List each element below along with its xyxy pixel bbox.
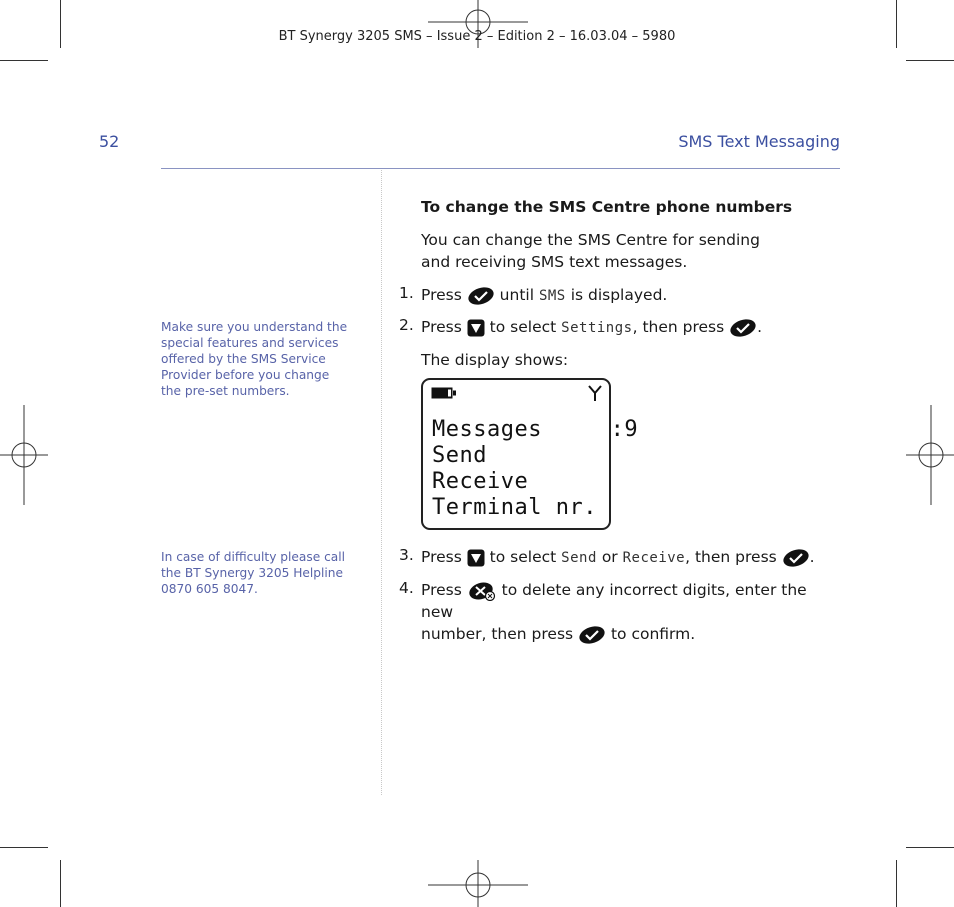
- step-number: 3.: [399, 546, 414, 564]
- step-text: is displayed.: [570, 286, 668, 304]
- punctuation: .: [809, 548, 815, 566]
- step-text: or: [601, 548, 618, 566]
- header-rule: [161, 168, 840, 169]
- step-2: [421, 316, 841, 339]
- delete-key-icon: [467, 581, 497, 601]
- side-note-helpline: In case of difficulty please call the BT Synergy 3205 Helpline 0870 605 8047.: [161, 550, 346, 596]
- step-text: to select: [489, 548, 557, 566]
- step-text: to confirm.: [610, 625, 696, 643]
- section-title: SMS Text Messaging: [678, 132, 840, 151]
- step-1: [421, 284, 841, 307]
- lcd-word: Settings: [561, 320, 633, 336]
- step-number: 4.: [399, 579, 414, 597]
- registration-mark-icon: [906, 405, 954, 505]
- handset-display: [421, 378, 639, 530]
- down-arrow-key-icon: [467, 319, 485, 337]
- lcd-word: SMS: [538, 288, 566, 304]
- crop-mark: [0, 60, 48, 61]
- ok-key-icon: [729, 319, 757, 337]
- punctuation: .: [757, 318, 763, 336]
- step-text: Press: [421, 581, 462, 599]
- step-number: 2.: [399, 316, 414, 334]
- step-4-line-1: [421, 579, 841, 623]
- signal-antenna-icon: [588, 385, 602, 401]
- display-line: Send: [432, 443, 487, 468]
- crop-mark: [60, 860, 61, 907]
- display-line: Receive: [432, 469, 529, 494]
- step-text: number, then press: [421, 625, 574, 643]
- display-line: Messages :9: [432, 417, 639, 442]
- crop-mark: [0, 847, 48, 848]
- ok-key-icon: [578, 626, 606, 644]
- lcd-word: Send: [561, 550, 597, 566]
- step-text: , then press: [685, 548, 777, 566]
- step-text: to select: [489, 318, 557, 336]
- print-meta: BT Synergy 3205 SMS – Issue 2 – Edition 2 – 16.03.04 – 5980: [278, 29, 676, 44]
- step-number: 1.: [399, 284, 414, 302]
- crop-mark: [906, 847, 954, 848]
- crop-mark: [896, 860, 897, 907]
- display-caption: The display shows:: [421, 351, 569, 369]
- display-line: Terminal nr.: [432, 495, 597, 520]
- heading: To change the SMS Centre phone numbers: [421, 198, 793, 216]
- intro-text: You can change the SMS Centre for sending and receiving SMS text messages.: [421, 231, 760, 271]
- battery-icon: [431, 387, 457, 399]
- step-4: [421, 579, 841, 645]
- page-number: 52: [99, 132, 120, 151]
- ok-key-icon: [467, 287, 495, 305]
- lcd-word: Receive: [622, 550, 686, 566]
- registration-mark-icon: [0, 405, 48, 505]
- side-note-service: Make sure you understand the special features and services offered by the SMS Service Provider before you change the pre-set numbers.: [161, 320, 348, 398]
- step-text: , then press: [632, 318, 725, 336]
- step-text: to delete any incorrect digits, enter the new: [421, 581, 807, 621]
- step-3: [421, 546, 841, 569]
- crop-mark: [906, 60, 954, 61]
- ok-key-icon: [782, 549, 810, 567]
- registration-mark-icon: [428, 860, 528, 907]
- step-text: Press: [421, 318, 462, 336]
- column-divider: [381, 170, 382, 795]
- step-4-line-2: [421, 623, 841, 645]
- step-text: Press: [421, 286, 462, 304]
- step-text: Press: [421, 548, 462, 566]
- down-arrow-key-icon: [467, 549, 485, 567]
- step-text: until: [499, 286, 535, 304]
